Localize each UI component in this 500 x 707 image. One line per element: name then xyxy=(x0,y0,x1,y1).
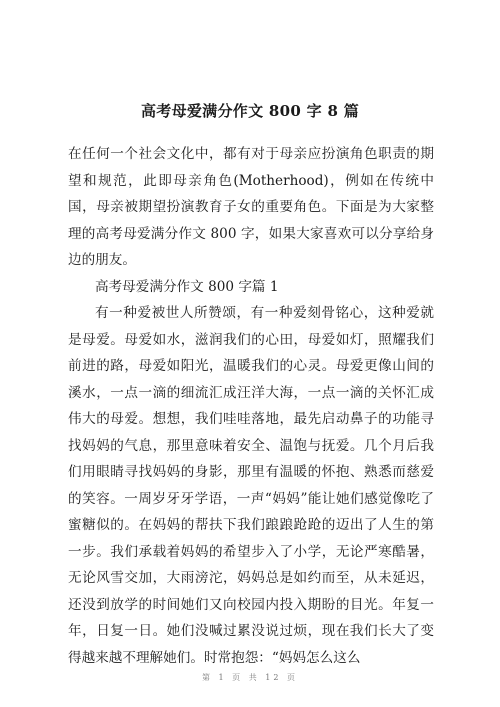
intro-paragraph: 在任何一个社会文化中，都有对于母亲应扮演角色职责的期望和规范，此即母亲角色(Motherhood)，例如在传统中国，母亲被期望扮演教育子女的重要角色。下面是为大家整理的高考母爱满分作文 800 字，如果大家喜欢可以分享给身边的朋友。 xyxy=(68,146,434,268)
document-title: 高考母爱满分作文 800 字 8 篇 xyxy=(140,102,360,120)
document-body xyxy=(68,141,434,671)
section-heading: 高考母爱满分作文 800 字篇 1 xyxy=(95,278,279,295)
essay-paragraph: 有一种爱被世人所赞颂，有一种爱刻骨铭心，这种爱就是母爱。母爱如水，滋润我们的心田，母爱如灯，照耀我们前进的路，母爱如阳光，温暖我们的心灵。母爱更像山间的溪水，一点一滴的细流汇成汪洋大海，一点一滴的关怀汇成伟大的母爱。想想，我们哇哇落地，最先启动鼻子的功能寻找妈妈的气息，那里意味着安全、温饱与抚爱。几个月后我们用眼睛寻找妈妈的身影，那里有温暖的怀抱、熟悉而慈爱的笑容。一周岁牙牙学语，一声“妈妈”能让她们感觉像吃了蜜糖似的。在妈妈的帮扶下我们踉踉跄跄的迈出了人生的第一步。我们承载着妈妈的希望步入了小学，无论严寒酷暑，无论风雪交加，大雨滂沱，妈妈总是如约而至，从未延迟，还没到放学的时间她们又向校园内投入期盼的目光。年复一年，日复一日。她们没喊过累没说过烦，现在我们长大了变得越来越不理解她们。时常抱怨：“妈妈怎么这么 xyxy=(68,305,434,666)
page-indicator: 第 1 页 共 12 页 xyxy=(202,673,298,682)
